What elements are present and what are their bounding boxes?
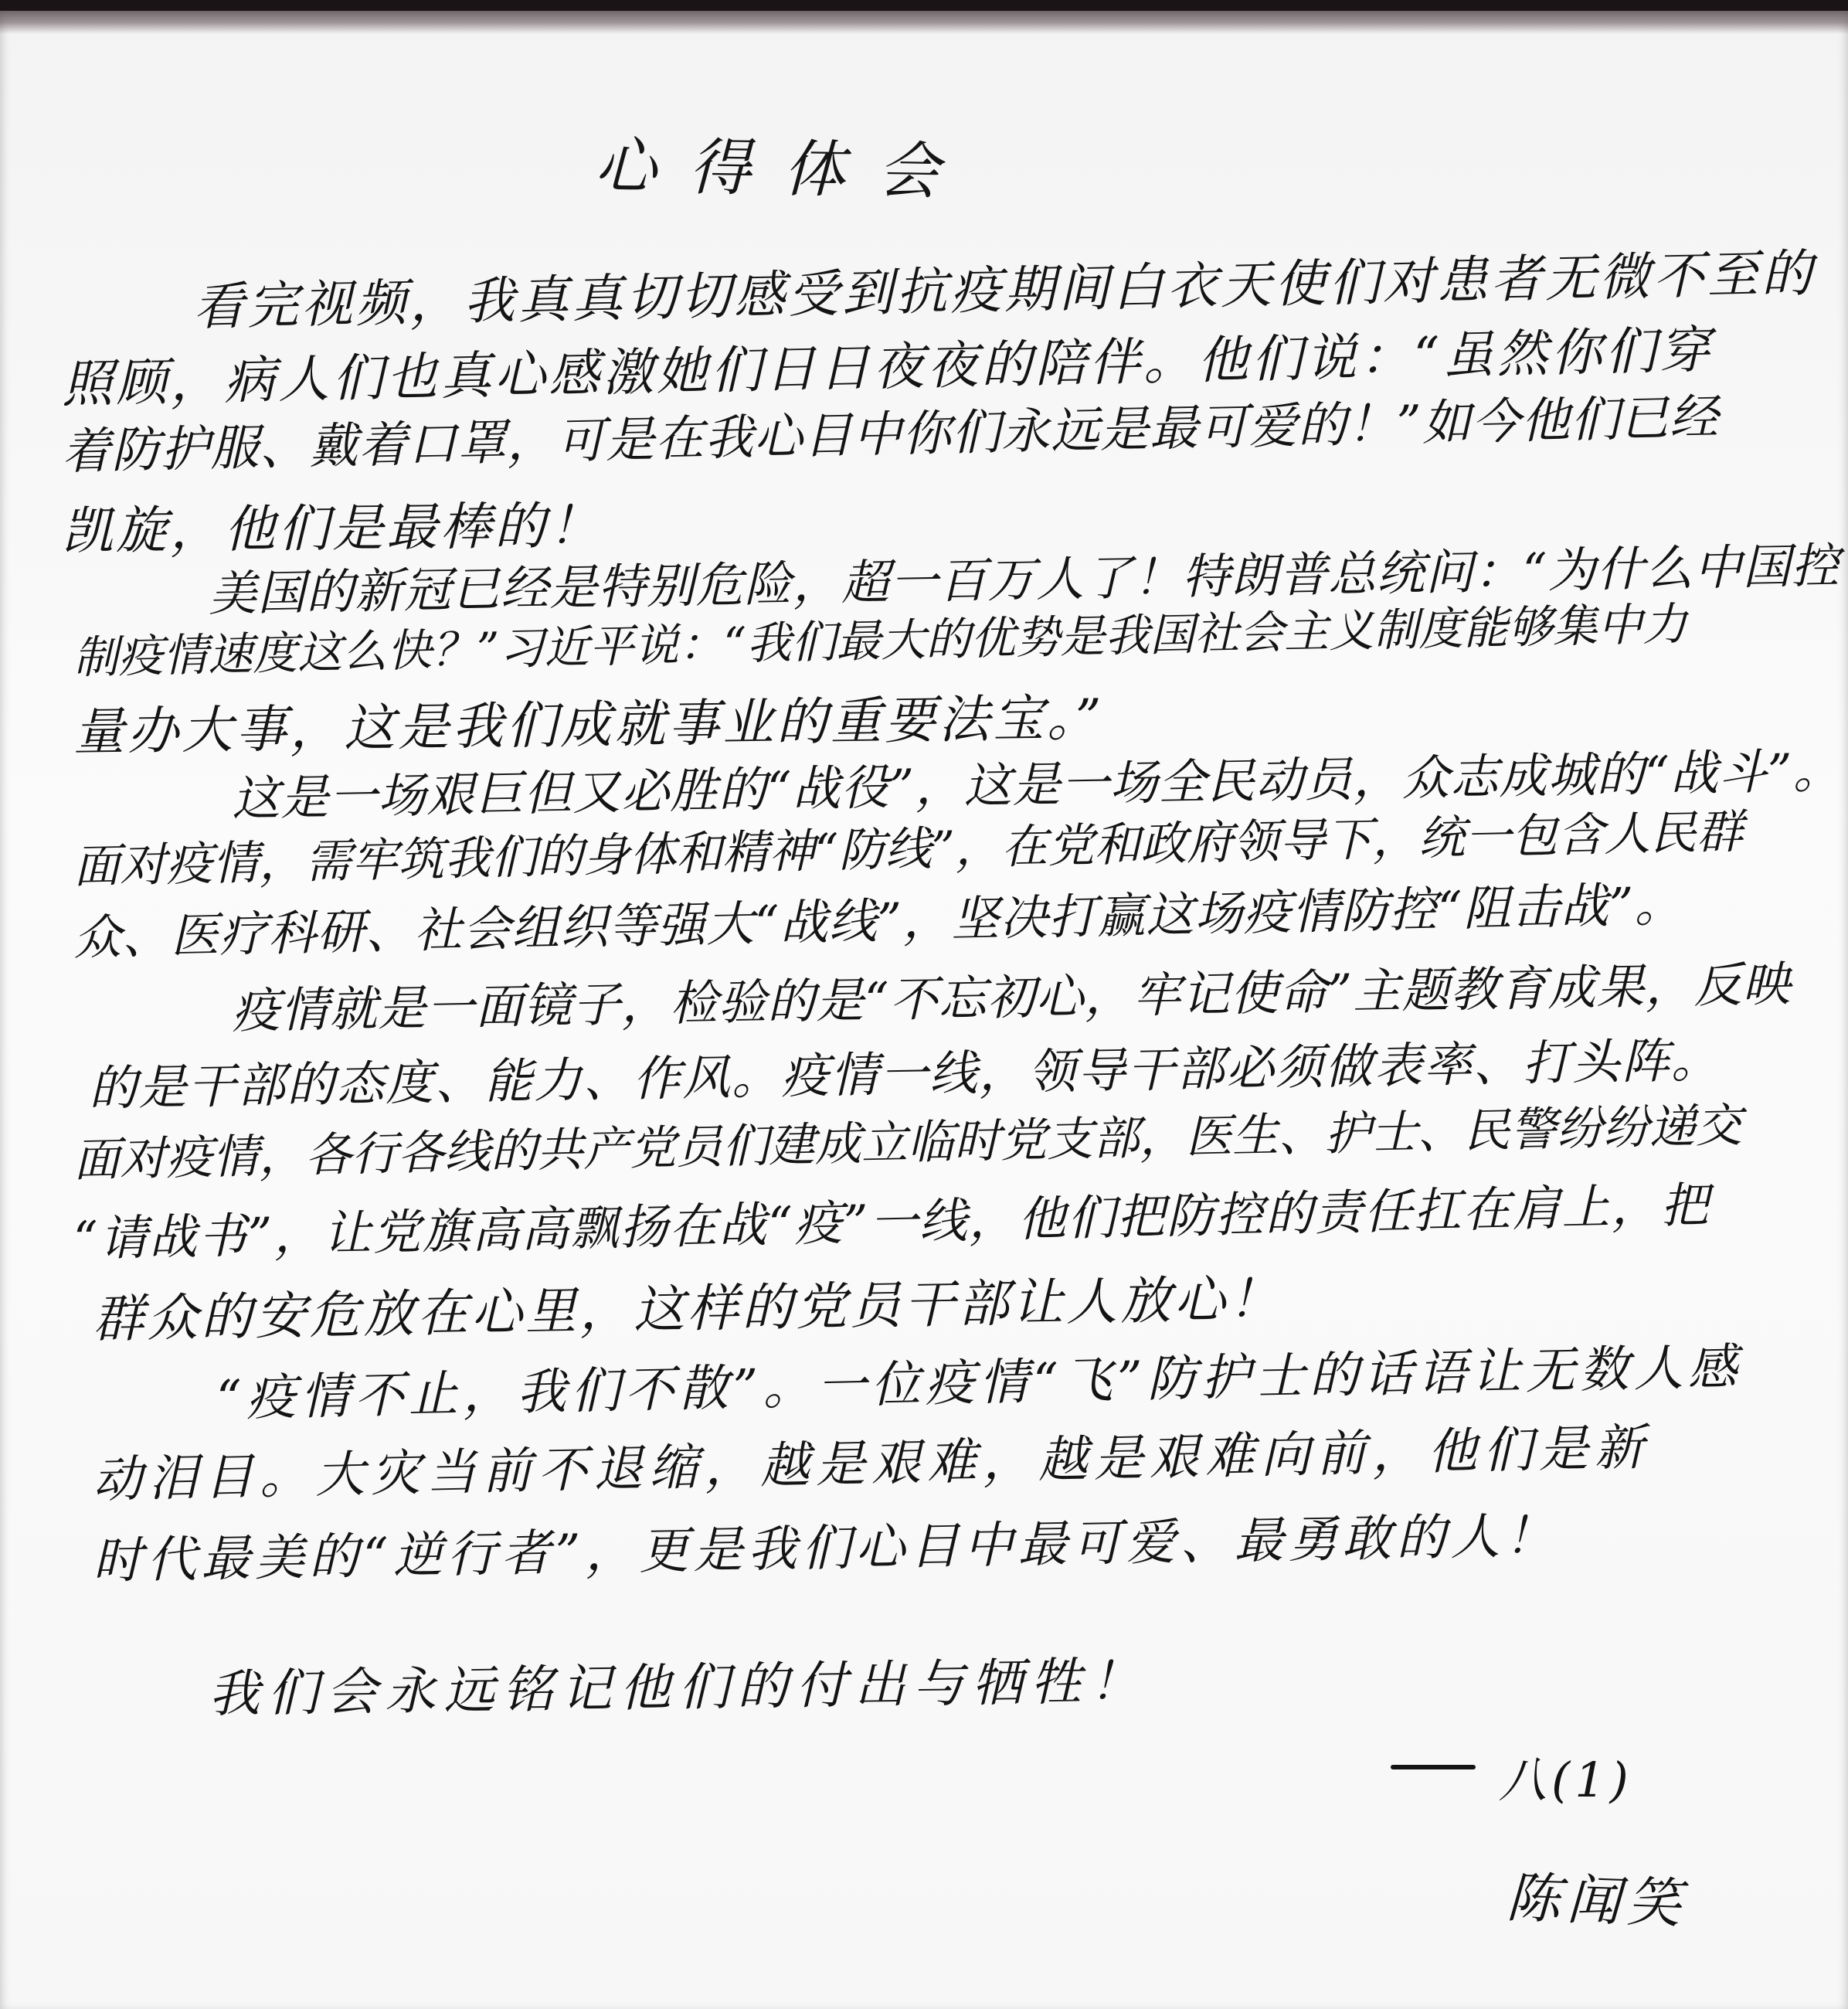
text-line-1: 看完视频，我真真切切感受到抗疫期间白衣天使们对患者无微不至的 (192, 243, 1816, 337)
text-line-11: 疫情就是一面镜子，检验的是“不忘初心，牢记使命”主题教育成果，反映 (231, 955, 1792, 1039)
text-line-4: 凯旋，他们是最棒的！ (61, 495, 603, 561)
text-line-18: 时代最美的“逆行者”，更是我们心目中最可爱、最勇敢的人！ (92, 1507, 1559, 1590)
page-title: 心得体会 (594, 129, 973, 209)
text-line-2: 照顾，病人们也真心感激她们日日夜夜的陪伴。他们说：“虽然你们穿 (61, 320, 1714, 414)
text-line-17: 动泪目。大灾当前不退缩，越是艰难，越是艰难向前，他们是新 (92, 1419, 1651, 1509)
text-line-3: 着防护服、戴着口罩，可是在我心目中你们永远是最可爱的！”如今他们已经 (61, 389, 1720, 480)
text-line-9: 面对疫情，需牢筑我们的身体和精神“防线”，在党和政府领导下，统一包含人民群 (73, 804, 1744, 894)
text-line-15: 群众的安危放在心里，这样的党员干部让人放心！ (92, 1269, 1283, 1349)
text-line-5: 美国的新冠已经是特别危险，超一百万人了！特朗普总统问：“为什么中国控 (208, 537, 1841, 622)
text-line-14: “请战书”，让党旗高高飘扬在战“疫”一线，他们把防控的责任扛在肩上，把 (73, 1176, 1711, 1267)
paper-sheet (0, 11, 1848, 2009)
text-line-13: 面对疫情，各行各线的共产党员们建成立临时党支部，医生、护士、民警纷纷递交 (73, 1098, 1743, 1188)
text-line-7: 量办大事，这是我们成就事业的重要法宝。” (73, 688, 1106, 762)
closing-dash (1391, 1765, 1476, 1769)
text-line-8: 这是一场艰巨但又必胜的“战役”，这是一场全民动员，众志成城的“战斗”。 (231, 742, 1843, 827)
paper-edge-shadow (0, 11, 1848, 34)
author-signature: 陈闻笑 (1505, 1865, 1689, 1936)
class-label: 八(1) (1499, 1752, 1633, 1808)
text-line-6: 制疫情速度这么快？”习近平说：“我们最大的优势是我国社会主义制度能够集中力 (73, 597, 1688, 684)
text-line-10: 众、医疗科研、社会组织等强大“战线”，坚决打赢这场疫情防控“阻击战”。 (73, 875, 1684, 966)
text-line-16: “疫情不止，我们不散”。一位疫情“飞”防护士的话语让无数人感 (216, 1338, 1743, 1428)
text-line-12: 的是干部的态度、能力、作风。疫情一线，领导干部必须做表率、打头阵。 (88, 1032, 1721, 1117)
text-line-19: 我们会永远铭记他们的付出与牺牲！ (208, 1651, 1149, 1724)
